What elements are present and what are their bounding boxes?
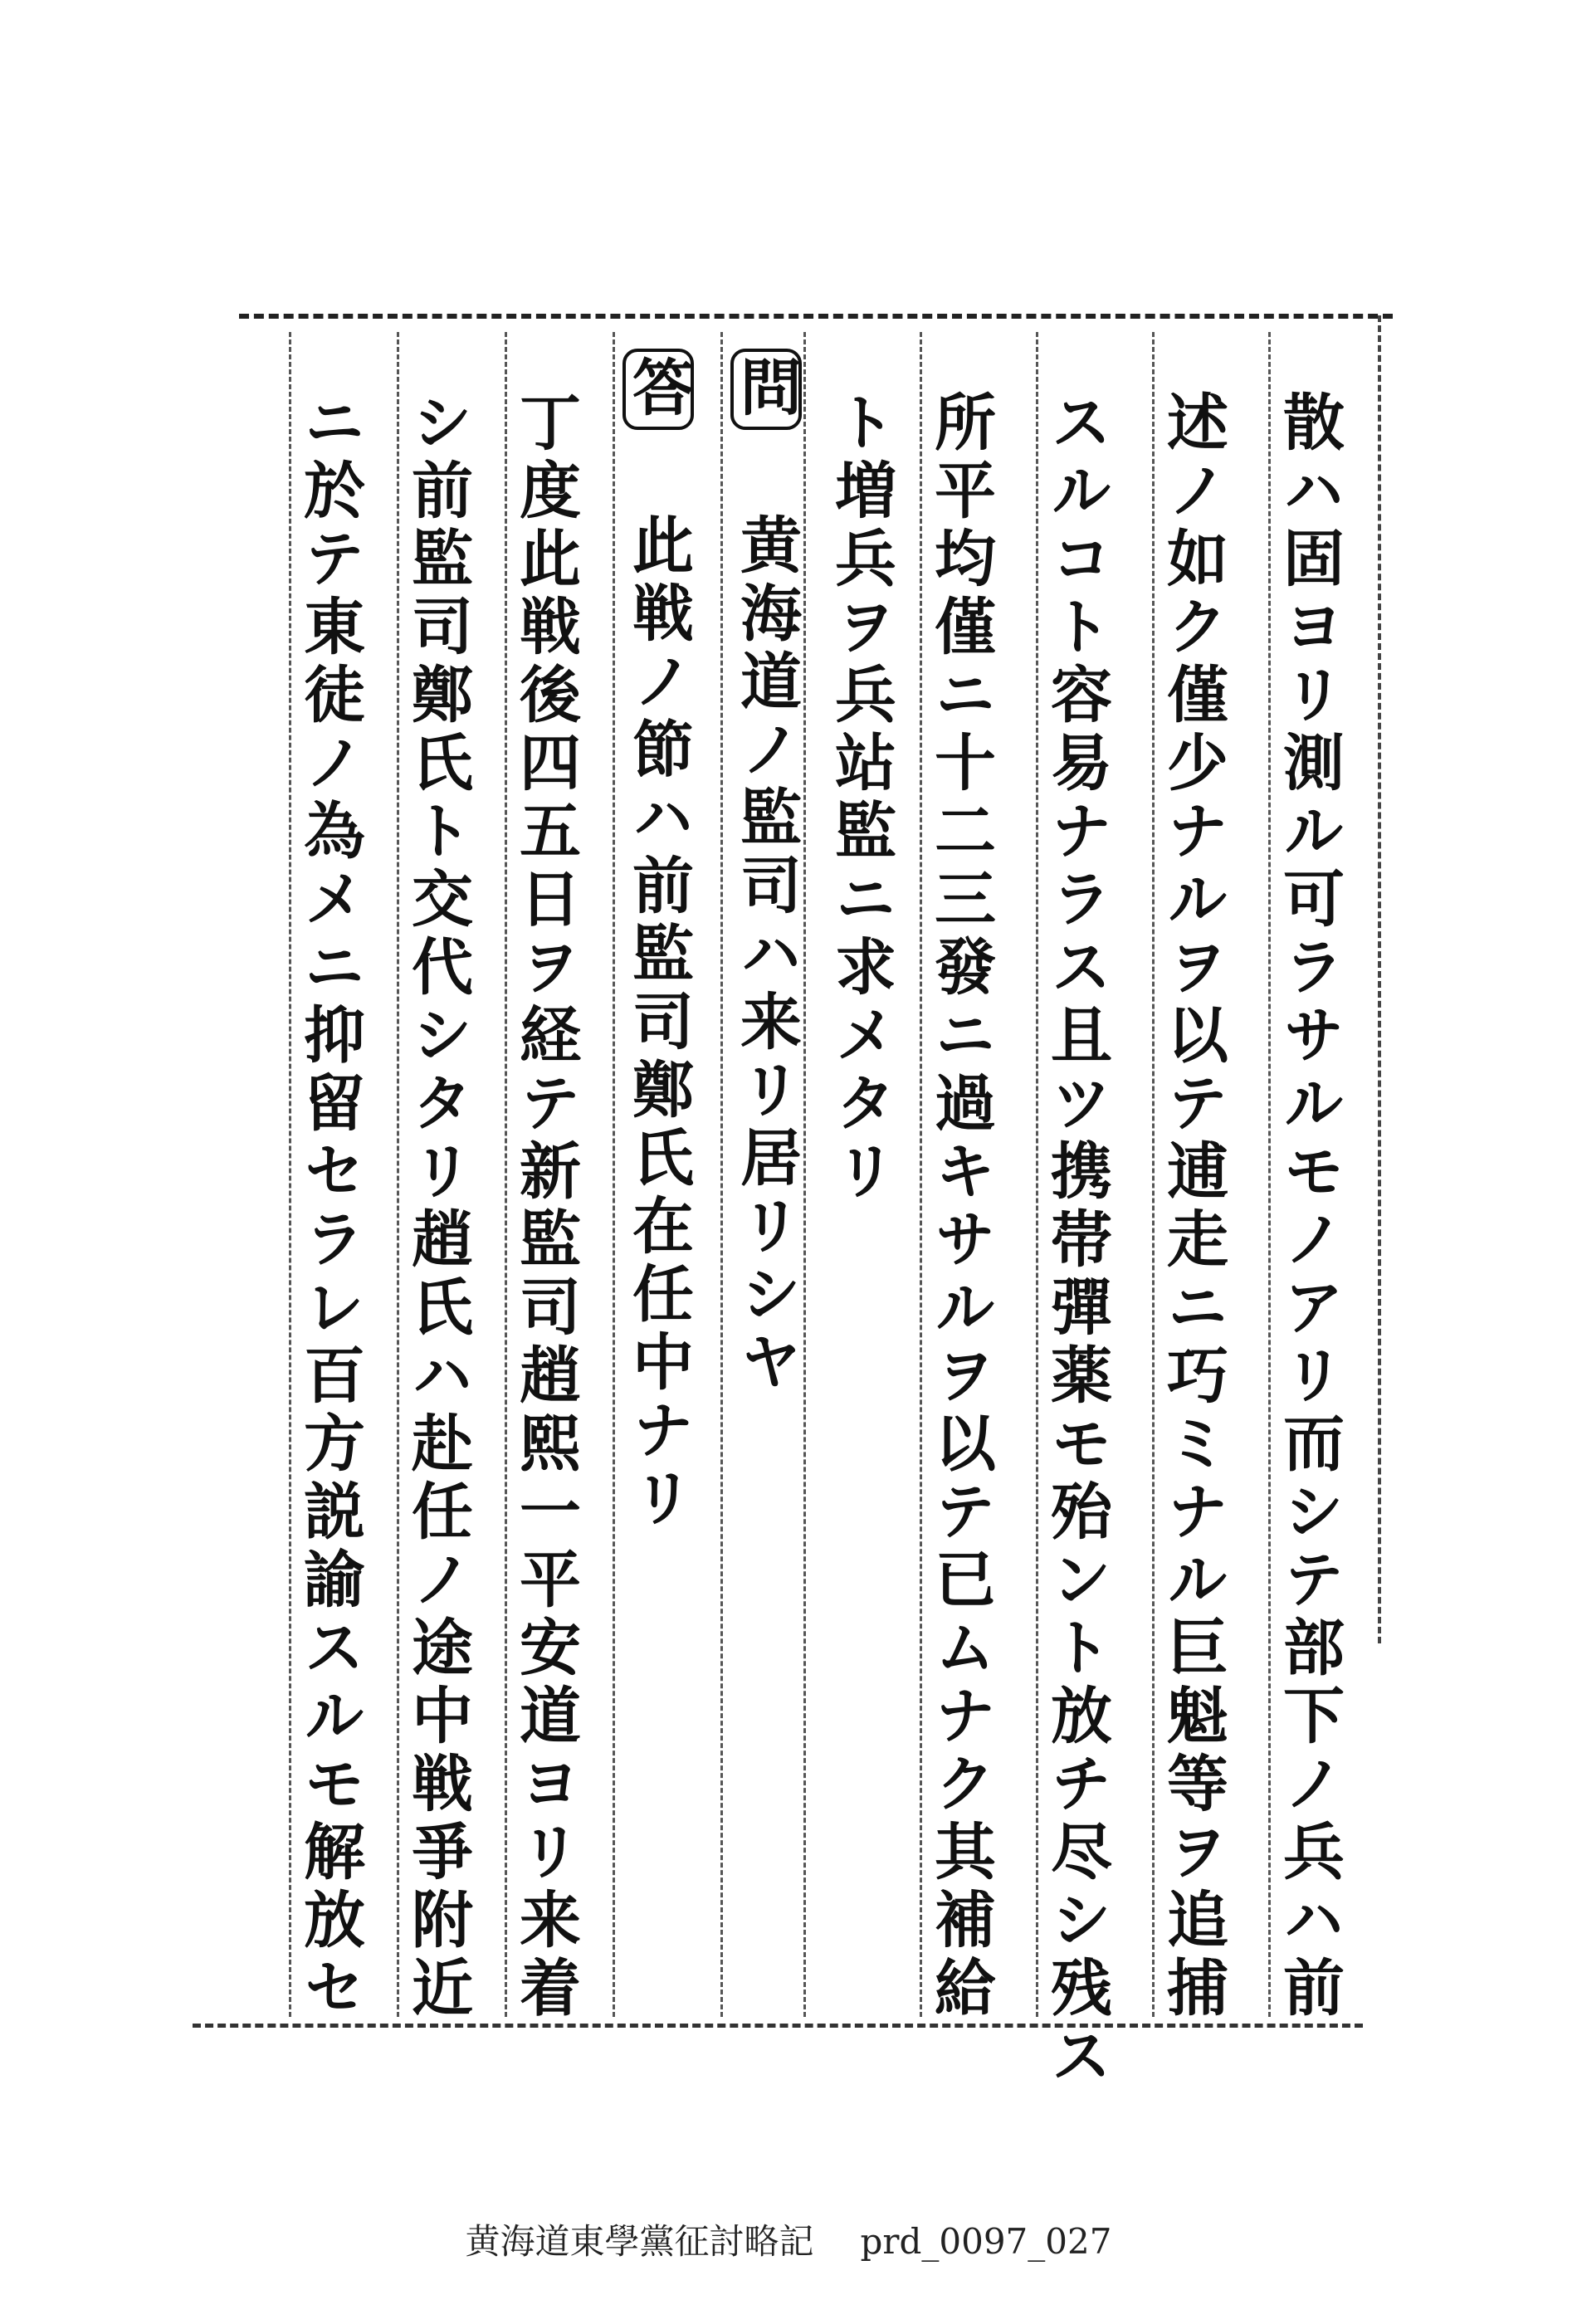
- answer-text: 此戦ノ節ハ前監司鄭氏在任中ナリ: [622, 513, 694, 1534]
- column-rule: [920, 332, 922, 2017]
- document-title: 黄海道東學黨征討略記: [465, 2221, 814, 2262]
- text-column-6: [730, 349, 802, 1398]
- text-column-1: 散ハ固ヨリ測ル可ラサルモノアリ而シテ部下ノ兵ハ前: [1273, 390, 1345, 2024]
- text-column-9: シ前監司鄭氏ト交代シタリ趙氏ハ赴任ノ途中戦爭附近: [402, 390, 473, 2024]
- column-rule: [397, 332, 399, 2017]
- column-rule: [289, 332, 291, 2017]
- text-column-4: 所平均僅ニ十二三發ニ過キサルヲ以テ已ムナク其補給: [925, 390, 996, 2024]
- text-column-3: スルコト容易ナラス且ツ携帯彈薬モ殆ント放チ尽シ残ス: [1041, 390, 1112, 2092]
- text-column-5: ト増兵ヲ兵站監ニ求メタリ: [825, 390, 896, 1207]
- page-footer: [0, 2214, 1577, 2264]
- frame-top-rule: [239, 314, 1393, 319]
- document-id: prd_0097_027: [860, 2221, 1112, 2262]
- column-rule: [720, 332, 723, 2017]
- answer-marker: 答: [622, 349, 694, 430]
- column-rule: [803, 332, 806, 2017]
- frame-bottom-rule: [193, 2024, 1363, 2028]
- column-rule: [613, 332, 615, 2017]
- text-column-8: 丁度此戦後四五日ヲ経テ新監司趙熙一平安道ヨリ来着: [510, 390, 581, 2024]
- frame-right-rule: [1378, 315, 1381, 1643]
- text-column-2: 述ノ如ク僅少ナルヲ以テ逋走ニ巧ミナル巨魁等ヲ追捕: [1157, 390, 1228, 2024]
- text-column-7: [622, 349, 694, 1534]
- column-rule: [505, 332, 507, 2017]
- question-marker: 問: [730, 349, 802, 430]
- column-rule: [1152, 332, 1155, 2017]
- question-text: 黄海道ノ監司ハ来リ居リシヤ: [730, 513, 802, 1398]
- column-rule: [1268, 332, 1271, 2017]
- column-rule: [1036, 332, 1038, 2017]
- text-column-10: ニ於テ東徒ノ為メニ抑留セラレ百方説諭スルモ解放セ: [294, 390, 365, 2024]
